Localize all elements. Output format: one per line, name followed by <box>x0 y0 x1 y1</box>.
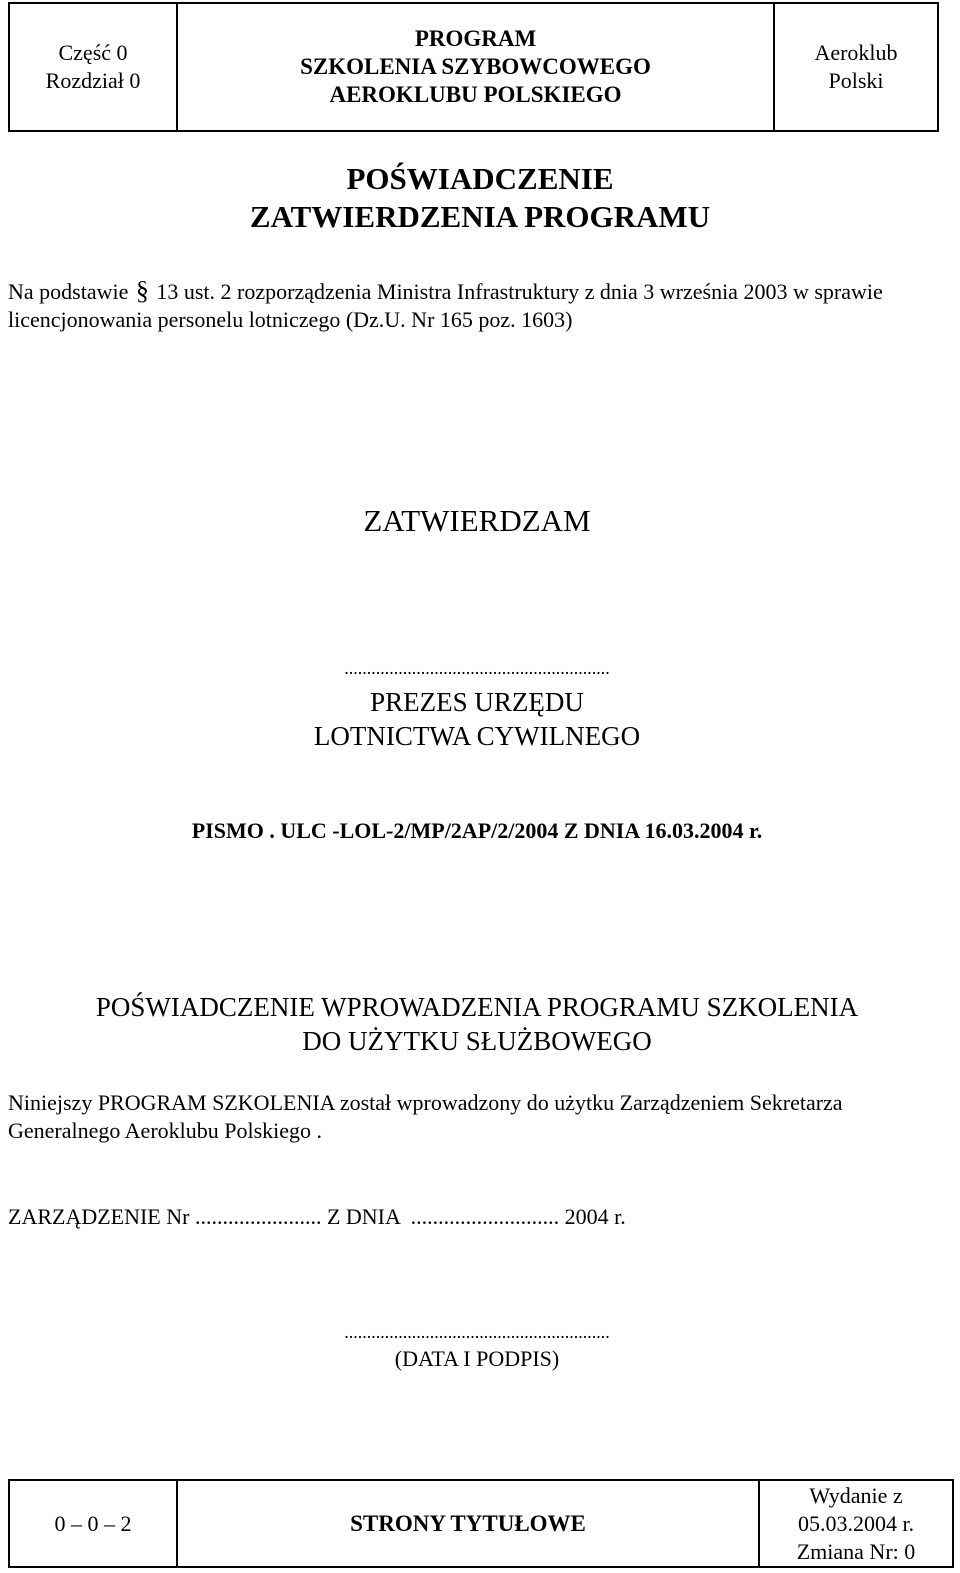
footer-section-name: STRONY TYTUŁOWE <box>178 1481 760 1566</box>
footer-edition-line3: Zmiana Nr: 0 <box>796 1538 916 1564</box>
implementation-heading-line2: DO UŻYTKU SŁUŻBOWEGO <box>302 1026 652 1056</box>
header-program-line3: AEROKLUBU POLSKIEGO <box>329 82 622 107</box>
signature-dots: ........................................................... <box>344 1322 610 1342</box>
implementation-heading-line1: POŚWIADCZENIE WPROWADZENIA PROGRAMU SZKOLENIA <box>95 992 859 1022</box>
header-org-line2: Polski <box>828 68 884 93</box>
header-part-cell <box>10 4 178 130</box>
header-program-cell <box>178 4 775 130</box>
legal-basis-text: 13 ust. 2 rozporządzenia Ministra Infrastruktury z dnia 3 września 2003 w sprawie licencjonowania personelu lotniczego (Dz.U. Nr 165 poz. 1603) <box>8 279 883 332</box>
page-title <box>0 160 960 236</box>
header-program-line1: PROGRAM <box>414 26 537 51</box>
approval-authority <box>0 685 954 753</box>
header-org-cell <box>775 4 937 130</box>
signature-label: (DATA I PODPIS) <box>394 1346 560 1371</box>
header-program-line2: SZKOLENIA SZYBOWCOWEGO <box>300 54 651 79</box>
order-line: ZARZĄDZENIE Nr ....................... Z DNIA ........................... 2004 r. <box>8 1204 626 1229</box>
legal-basis-paragraph <box>8 277 938 334</box>
footer-page-code: 0 – 0 – 2 <box>10 1481 178 1566</box>
implementation-text: Niniejszy PROGRAM SZKOLENIA został wprowadzony do użytku Zarządzeniem Sekretarza Generalnego Aeroklubu Polskiego . <box>8 1090 843 1143</box>
legal-basis-prefix: Na podstawie <box>8 279 129 304</box>
approval-letter-reference: PISMO . ULC -LOL-2/MP/2AP/2/2004 Z DNIA 16.03.2004 r. <box>191 818 763 843</box>
footer-edition-cell <box>760 1481 952 1566</box>
section-sign: § <box>135 276 149 305</box>
header-table <box>8 2 939 132</box>
approval-label: ZATWIERDZAM <box>363 503 591 538</box>
footer-edition-line2: 05.03.2004 r. <box>797 1510 915 1536</box>
page-title-line1: POŚWIADCZENIE <box>346 161 614 196</box>
header-part: Część 0 <box>58 40 128 65</box>
header-chapter: Rozdział 0 <box>45 68 141 93</box>
approval-authority-line2: LOTNICTWA CYWILNEGO <box>313 721 641 751</box>
implementation-heading <box>0 990 954 1058</box>
footer-edition-line1: Wydanie z <box>809 1482 903 1508</box>
footer-table <box>8 1479 954 1568</box>
approval-authority-line1: PREZES URZĘDU <box>370 687 584 717</box>
page-title-line2: ZATWIERDZENIA PROGRAMU <box>249 199 711 234</box>
approval-signature-dots: ........................................................... <box>344 658 610 678</box>
header-org-line1: Aeroklub <box>814 40 898 65</box>
